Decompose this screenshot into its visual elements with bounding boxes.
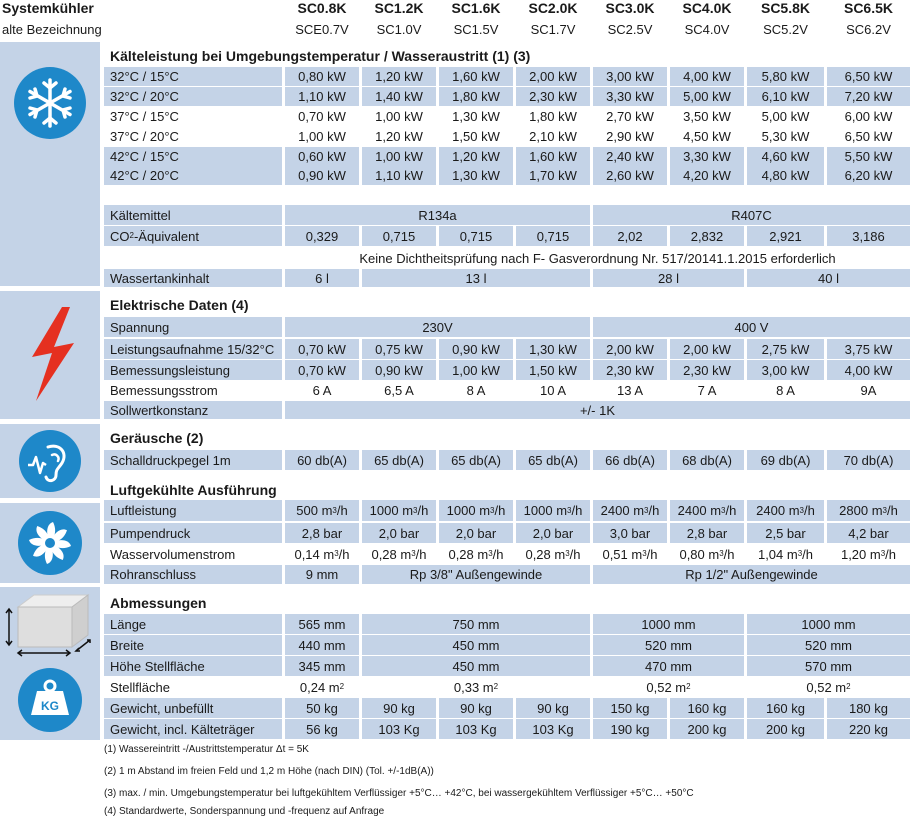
tank-volume-value: 28 l xyxy=(593,269,744,287)
air-flow-value: 2400 m 3 /h xyxy=(593,500,667,521)
pump-pressure-label: Pumpendruck xyxy=(104,523,282,543)
cooling-42-20-label: 42°C / 20°C xyxy=(104,166,282,185)
model-header: SC3.0K xyxy=(593,0,667,16)
rated-power-label: Bemessungsleistung xyxy=(104,360,282,380)
weight-empty-value: 90 kg xyxy=(516,698,590,718)
rated-current-value: 13 A xyxy=(593,380,667,400)
water-flow-value: 0,51 m 3 /h xyxy=(593,544,667,564)
footprint-label: Stellfläche xyxy=(104,677,282,697)
cooling-32-15-value: 1,20 kW xyxy=(362,67,436,86)
weight-full-value: 56 kg xyxy=(285,719,359,739)
setpoint-constancy-label: Sollwertkonstanz xyxy=(104,401,282,419)
weight-icon xyxy=(17,667,83,733)
cooling-37-15-value: 1,80 kW xyxy=(516,107,590,126)
power-input-value: 0,70 kW xyxy=(285,339,359,359)
model-header: SC2.0K xyxy=(516,0,590,16)
water-flow-value: 0,14 m 3 /h xyxy=(285,544,359,564)
cooling-42-15-value: 3,30 kW xyxy=(670,147,744,166)
noise-icon-panel xyxy=(0,424,100,498)
cooling-37-15-value: 1,30 kW xyxy=(439,107,513,126)
weight-empty-value: 50 kg xyxy=(285,698,359,718)
width-label: Breite xyxy=(104,635,282,655)
length-value: 1000 mm xyxy=(593,614,744,634)
rated-current-label: Bemessungsstrom xyxy=(104,380,282,400)
cooling-32-15-label: 32°C / 15°C xyxy=(104,67,282,86)
cooling-42-15-value: 0,60 kW xyxy=(285,147,359,166)
co2-equivalent-label: CO 2 -Äquivalent xyxy=(104,226,282,246)
sound-pressure-value: 69 db(A) xyxy=(747,450,824,470)
co2-equivalent-value: 2,921 xyxy=(747,226,824,246)
power-input-value: 1,30 kW xyxy=(516,339,590,359)
weight-empty-label: Gewicht, unbefüllt xyxy=(104,698,282,718)
cooling-37-15-label: 37°C / 15°C xyxy=(104,107,282,126)
weight-full-value: 200 kg xyxy=(670,719,744,739)
cooling-42-15-label: 42°C / 15°C xyxy=(104,147,282,166)
box-icon xyxy=(4,591,94,657)
width-value: 450 mm xyxy=(362,635,590,655)
cooling-37-15-value: 0,70 kW xyxy=(285,107,359,126)
cooling-37-20-label: 37°C / 20°C xyxy=(104,127,282,146)
cooling-37-20-value: 4,50 kW xyxy=(670,127,744,146)
sound-pressure-value: 65 db(A) xyxy=(362,450,436,470)
height-value: 470 mm xyxy=(593,656,744,676)
cooling-32-20-value: 1,40 kW xyxy=(362,87,436,106)
voltage-value: 400 V xyxy=(593,317,910,337)
cooling-37-20-value: 1,00 kW xyxy=(285,127,359,146)
cooling-37-20-value: 2,90 kW xyxy=(593,127,667,146)
cooling-42-20-value: 4,20 kW xyxy=(670,166,744,185)
cooling-42-15-value: 4,60 kW xyxy=(747,147,824,166)
tank-volume-label: Wassertankinhalt xyxy=(104,269,282,287)
cooling-icon-panel xyxy=(0,42,100,286)
table-title: Systemkühler xyxy=(2,0,282,16)
cooling-37-15-value: 1,00 kW xyxy=(362,107,436,126)
cooling-37-20-value: 5,30 kW xyxy=(747,127,824,146)
height-value: 570 mm xyxy=(747,656,910,676)
rated-power-value: 0,70 kW xyxy=(285,360,359,380)
air-flow-label: Luftleistung xyxy=(104,500,282,521)
weight-empty-value: 160 kg xyxy=(747,698,824,718)
cooling-37-20-value: 1,20 kW xyxy=(362,127,436,146)
cooling-32-20-label: 32°C / 20°C xyxy=(104,87,282,106)
footnote: (1) Wassereintritt -/Austrittstemperatur Δt = 5K xyxy=(104,744,309,755)
cooling-37-20-value: 1,50 kW xyxy=(439,127,513,146)
power-input-value: 2,00 kW xyxy=(670,339,744,359)
rated-power-value: 0,90 kW xyxy=(362,360,436,380)
cooling-32-15-value: 2,00 kW xyxy=(516,67,590,86)
air-flow-value: 2400 m 3 /h xyxy=(747,500,824,521)
old-model-name: SC4.0V xyxy=(670,20,744,38)
weight-empty-value: 90 kg xyxy=(362,698,436,718)
section-air-cooled: Luftgekühlte Ausführung xyxy=(104,481,914,499)
dimensions-icon-panel xyxy=(0,587,100,740)
cooling-32-15-value: 1,60 kW xyxy=(439,67,513,86)
cooling-32-20-value: 2,30 kW xyxy=(516,87,590,106)
setpoint-constancy-value: +/- 1K xyxy=(285,401,910,419)
rated-current-value: 8 A xyxy=(439,380,513,400)
rated-current-value: 6 A xyxy=(285,380,359,400)
co2-equivalent-value: 0,715 xyxy=(516,226,590,246)
old-model-name: SCE0.7V xyxy=(285,20,359,38)
air-flow-value: 1000 m 3 /h xyxy=(439,500,513,521)
weight-full-value: 200 kg xyxy=(747,719,824,739)
weight-full-value: 220 kg xyxy=(827,719,910,739)
pump-pressure-value: 4,2 bar xyxy=(827,523,910,543)
old-model-name: SC1.0V xyxy=(362,20,436,38)
leak-test-note: Keine Dichtheitsprüfung nach F- Gasverordnung Nr. 517/20141.1.2015 erforderlich xyxy=(285,248,910,268)
fan-icon xyxy=(17,510,83,576)
section-cooling: Kälteleistung bei Umgebungstemperatur / Wasseraustritt (1) (3) xyxy=(104,47,914,65)
power-input-value: 3,75 kW xyxy=(827,339,910,359)
water-flow-value: 1,20 m 3 /h xyxy=(827,544,910,564)
air-flow-value: 1000 m 3 /h xyxy=(516,500,590,521)
footprint-value: 0,24 m 2 xyxy=(285,677,359,697)
width-value: 440 mm xyxy=(285,635,359,655)
cooling-32-15-value: 3,00 kW xyxy=(593,67,667,86)
ear-icon xyxy=(18,429,82,493)
cooling-32-15-value: 0,80 kW xyxy=(285,67,359,86)
tank-volume-value: 6 l xyxy=(285,269,359,287)
sound-pressure-label: Schalldruckpegel 1m xyxy=(104,450,282,470)
sound-pressure-value: 65 db(A) xyxy=(516,450,590,470)
sound-pressure-value: 60 db(A) xyxy=(285,450,359,470)
cooling-42-20-value: 1,30 kW xyxy=(439,166,513,185)
power-input-value: 0,75 kW xyxy=(362,339,436,359)
rated-power-value: 1,50 kW xyxy=(516,360,590,380)
sound-pressure-value: 68 db(A) xyxy=(670,450,744,470)
cooling-42-15-value: 1,00 kW xyxy=(362,147,436,166)
refrigerant-value: R134a xyxy=(285,205,590,225)
pump-pressure-value: 2,0 bar xyxy=(516,523,590,543)
co2-equivalent-value: 0,329 xyxy=(285,226,359,246)
cooling-37-15-value: 3,50 kW xyxy=(670,107,744,126)
pump-pressure-value: 2,8 bar xyxy=(670,523,744,543)
old-model-name: SC6.2V xyxy=(827,20,910,38)
old-model-name: SC1.7V xyxy=(516,20,590,38)
cooling-32-20-value: 7,20 kW xyxy=(827,87,910,106)
water-flow-value: 0,28 m 3 /h xyxy=(362,544,436,564)
sound-pressure-value: 66 db(A) xyxy=(593,450,667,470)
rated-power-value: 3,00 kW xyxy=(747,360,824,380)
refrigerant-value: R407C xyxy=(593,205,910,225)
cooling-42-20-value: 1,10 kW xyxy=(362,166,436,185)
cooling-42-20-value: 6,20 kW xyxy=(827,166,910,185)
cooling-37-20-value: 2,10 kW xyxy=(516,127,590,146)
voltage-label: Spannung xyxy=(104,317,282,337)
footnote: (3) max. / min. Umgebungstemperatur bei luftgekühltem Verflüssiger +5°C… +42°C, bei wassergekühltem Verflüssiger +5°C… +50°C xyxy=(104,788,694,799)
cooling-37-15-value: 5,00 kW xyxy=(747,107,824,126)
weight-full-value: 190 kg xyxy=(593,719,667,739)
pump-pressure-value: 3,0 bar xyxy=(593,523,667,543)
pump-pressure-value: 2,0 bar xyxy=(362,523,436,543)
model-header: SC0.8K xyxy=(285,0,359,16)
length-value: 750 mm xyxy=(362,614,590,634)
cooling-42-15-value: 2,40 kW xyxy=(593,147,667,166)
old-model-name: SC2.5V xyxy=(593,20,667,38)
old-name-label: alte Bezeichnung xyxy=(0,20,282,38)
width-value: 520 mm xyxy=(593,635,744,655)
rated-power-value: 4,00 kW xyxy=(827,360,910,380)
weight-icon-text: KG xyxy=(41,699,59,713)
old-model-name: SC1.5V xyxy=(439,20,513,38)
model-header: SC1.2K xyxy=(362,0,436,16)
cooling-42-20-value: 4,80 kW xyxy=(747,166,824,185)
height-value: 345 mm xyxy=(285,656,359,676)
rated-current-value: 8 A xyxy=(747,380,824,400)
co2-equivalent-value: 3,186 xyxy=(827,226,910,246)
cooling-32-15-value: 6,50 kW xyxy=(827,67,910,86)
weight-full-label: Gewicht, incl. Kälteträger xyxy=(104,719,282,739)
footprint-value: 0,52 m 2 xyxy=(593,677,744,697)
footnote: (4) Standardwerte, Sonderspannung und -frequenz auf Anfrage xyxy=(104,806,385,817)
rated-current-value: 10 A xyxy=(516,380,590,400)
water-flow-label: Wasservolumenstrom xyxy=(104,544,282,564)
cooling-42-20-value: 1,70 kW xyxy=(516,166,590,185)
air-flow-value: 500 m 3 /h xyxy=(285,500,359,521)
cooling-42-20-value: 0,90 kW xyxy=(285,166,359,185)
pipe-connection-label: Rohranschluss xyxy=(104,565,282,584)
footprint-value: 0,52 m 2 xyxy=(747,677,910,697)
refrigerant-label: Kältemittel xyxy=(104,205,282,225)
air-flow-value: 2400 m 3 /h xyxy=(670,500,744,521)
water-flow-value: 0,28 m 3 /h xyxy=(439,544,513,564)
water-flow-value: 0,28 m 3 /h xyxy=(516,544,590,564)
cooling-32-20-value: 3,30 kW xyxy=(593,87,667,106)
length-value: 565 mm xyxy=(285,614,359,634)
co2-equivalent-value: 2,02 xyxy=(593,226,667,246)
rated-power-value: 1,00 kW xyxy=(439,360,513,380)
cooling-37-15-value: 6,00 kW xyxy=(827,107,910,126)
electric-icon-panel xyxy=(0,291,100,419)
power-input-value: 2,75 kW xyxy=(747,339,824,359)
pump-pressure-value: 2,5 bar xyxy=(747,523,824,543)
snowflake-icon xyxy=(13,66,87,140)
weight-full-value: 103 Kg xyxy=(516,719,590,739)
voltage-value: 230V xyxy=(285,317,590,337)
weight-empty-value: 90 kg xyxy=(439,698,513,718)
cooling-42-15-value: 5,50 kW xyxy=(827,147,910,166)
model-header: SC4.0K xyxy=(670,0,744,16)
water-flow-value: 0,80 m 3 /h xyxy=(670,544,744,564)
power-input-label: Leistungsaufnahme 15/32°C xyxy=(104,339,282,359)
sound-pressure-value: 65 db(A) xyxy=(439,450,513,470)
section-electric: Elektrische Daten (4) xyxy=(104,296,914,314)
co2-equivalent-value: 2,832 xyxy=(670,226,744,246)
cooling-42-15-value: 1,20 kW xyxy=(439,147,513,166)
fan-icon-panel xyxy=(0,503,100,583)
power-input-value: 0,90 kW xyxy=(439,339,513,359)
model-header: SC1.6K xyxy=(439,0,513,16)
rated-power-value: 2,30 kW xyxy=(670,360,744,380)
cooling-32-15-value: 4,00 kW xyxy=(670,67,744,86)
tank-volume-value: 40 l xyxy=(747,269,910,287)
sound-pressure-value: 70 db(A) xyxy=(827,450,910,470)
pipe-connection-value: Rp 3/8" Außengewinde xyxy=(362,565,590,584)
rated-current-value: 6,5 A xyxy=(362,380,436,400)
cooling-37-20-value: 6,50 kW xyxy=(827,127,910,146)
co2-equivalent-value: 0,715 xyxy=(362,226,436,246)
pipe-connection-value: 9 mm xyxy=(285,565,359,584)
weight-full-value: 103 Kg xyxy=(362,719,436,739)
cooling-42-20-value: 2,60 kW xyxy=(593,166,667,185)
cooling-32-20-value: 6,10 kW xyxy=(747,87,824,106)
rated-current-value: 7 A xyxy=(670,380,744,400)
section-noise: Geräusche (2) xyxy=(104,429,914,447)
co2-equivalent-value: 0,715 xyxy=(439,226,513,246)
old-model-name: SC5.2V xyxy=(747,20,824,38)
cooling-32-20-value: 1,80 kW xyxy=(439,87,513,106)
cooling-32-15-value: 5,80 kW xyxy=(747,67,824,86)
lightning-icon xyxy=(22,305,82,405)
pump-pressure-value: 2,0 bar xyxy=(439,523,513,543)
height-label: Höhe Stellfläche xyxy=(104,656,282,676)
cooling-32-20-value: 5,00 kW xyxy=(670,87,744,106)
footprint-value: 0,33 m 2 xyxy=(362,677,590,697)
length-value: 1000 mm xyxy=(747,614,910,634)
width-value: 520 mm xyxy=(747,635,910,655)
model-header: SC6.5K xyxy=(827,0,910,16)
weight-empty-value: 160 kg xyxy=(670,698,744,718)
pump-pressure-value: 2,8 bar xyxy=(285,523,359,543)
section-dimensions: Abmessungen xyxy=(104,594,914,612)
pipe-connection-value: Rp 1/2" Außengewinde xyxy=(593,565,910,584)
model-header: SC5.8K xyxy=(747,0,824,16)
tank-volume-value: 13 l xyxy=(362,269,590,287)
water-flow-value: 1,04 m 3 /h xyxy=(747,544,824,564)
power-input-value: 2,00 kW xyxy=(593,339,667,359)
rated-current-value: 9A xyxy=(827,380,910,400)
weight-empty-value: 150 kg xyxy=(593,698,667,718)
cooling-32-20-value: 1,10 kW xyxy=(285,87,359,106)
length-label: Länge xyxy=(104,614,282,634)
footnote: (2) 1 m Abstand im freien Feld und 1,2 m Höhe (nach DIN) (Tol. +/-1dB(A)) xyxy=(104,766,434,777)
air-flow-value: 2800 m 3 /h xyxy=(827,500,910,521)
height-value: 450 mm xyxy=(362,656,590,676)
cooling-42-15-value: 1,60 kW xyxy=(516,147,590,166)
air-flow-value: 1000 m 3 /h xyxy=(362,500,436,521)
rated-power-value: 2,30 kW xyxy=(593,360,667,380)
cooling-37-15-value: 2,70 kW xyxy=(593,107,667,126)
weight-full-value: 103 Kg xyxy=(439,719,513,739)
weight-empty-value: 180 kg xyxy=(827,698,910,718)
